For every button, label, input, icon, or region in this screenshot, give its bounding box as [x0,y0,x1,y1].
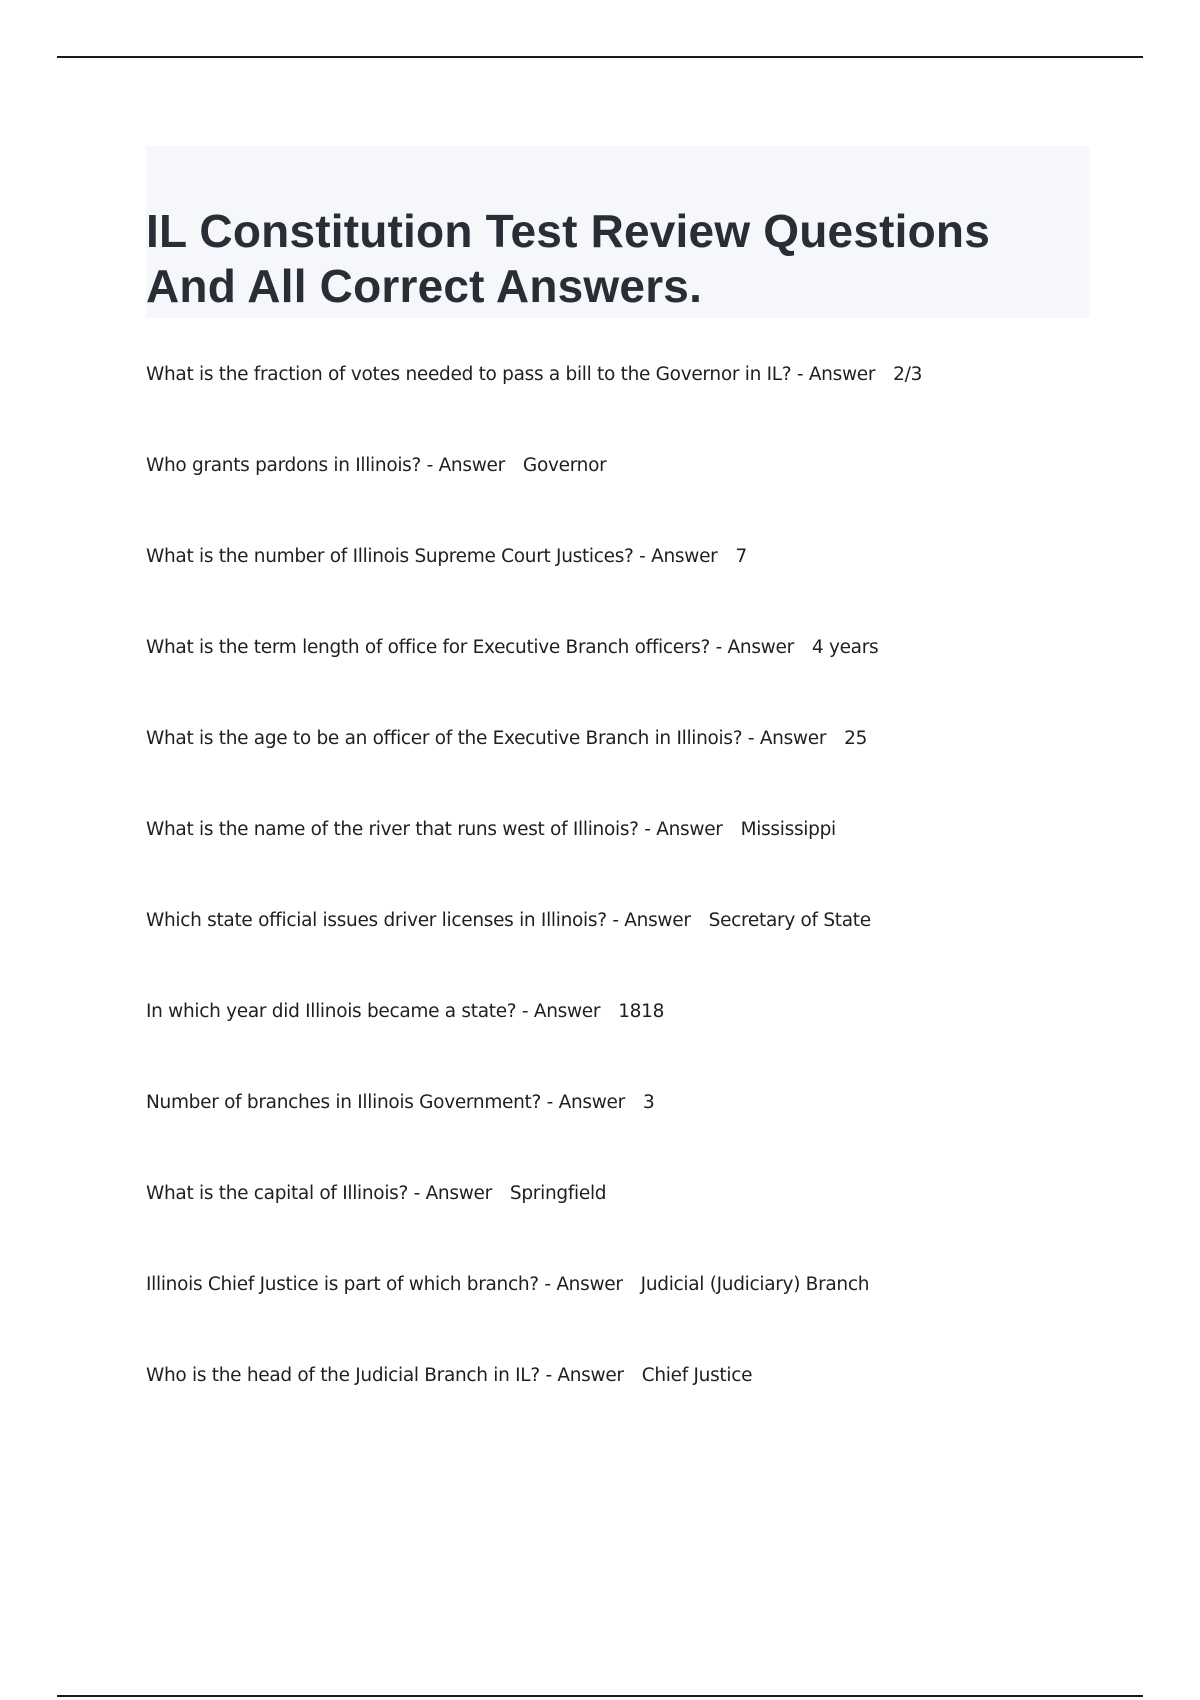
qa-item [146,1088,1090,1179]
answer-marker: - Answer [426,455,505,476]
qa-item [146,997,1090,1088]
answer-marker: - Answer [546,1092,625,1113]
answer-marker: - Answer [545,1365,624,1386]
question-text: What is the age to be an officer of the Executive Branch in Illinois? [146,728,743,749]
question-text: Who grants pardons in Illinois? [146,455,422,476]
document-title: IL Constitution Test Review Questions And All Correct Answers. [146,205,991,312]
qa-list [146,360,1090,1452]
qa-item [146,1179,1090,1270]
qa-item [146,633,1090,724]
question-text: Illinois Chief Justice is part of which branch? [146,1274,539,1295]
question-text: What is the number of Illinois Supreme Court Justices? [146,546,634,567]
answer-marker: - Answer [715,637,794,658]
answer-text: 25 [844,728,868,749]
answer-marker: - Answer [612,910,691,931]
answer-text: Governor [522,455,607,476]
answer-marker: - Answer [521,1001,601,1022]
qa-item [146,542,1090,633]
qa-item [146,724,1090,815]
answer-text: 1818 [618,1001,665,1022]
question-text: In which year did Illinois became a state? [146,1001,517,1022]
answer-marker: - Answer [644,819,723,840]
qa-item [146,451,1090,542]
question-text: Number of branches in Illinois Government? [146,1092,542,1113]
answer-text: 7 [735,546,747,567]
answer-marker: - Answer [796,364,876,385]
question-text: Which state official issues driver licenses in Illinois? [146,910,607,931]
bottom-rule [57,1695,1143,1697]
question-text: Who is the head of the Judicial Branch in IL? [146,1365,540,1386]
answer-text: Secretary of State [708,910,871,931]
answer-marker: - Answer [747,728,827,749]
answer-marker: - Answer [639,546,718,567]
question-text: What is the term length of office for Executive Branch officers? [146,637,710,658]
question-text: What is the capital of Illinois? [146,1183,409,1204]
qa-item [146,1270,1090,1361]
answer-text: 2/3 [893,364,923,385]
answer-text: 3 [642,1092,655,1113]
qa-item [146,360,1090,451]
answer-text: Judicial (Judiciary) Branch [640,1274,870,1295]
answer-marker: - Answer [544,1274,623,1295]
answer-text: Mississippi [740,819,836,840]
question-text: What is the fraction of votes needed to pass a bill to the Governor in IL? [146,364,792,385]
question-text: What is the name of the river that runs west of Illinois? [146,819,639,840]
answer-text: 4 years [811,637,879,658]
qa-item [146,906,1090,997]
answer-text: Springfield [509,1183,607,1204]
qa-item [146,815,1090,906]
answer-text: Chief Justice [641,1365,753,1386]
answer-marker: - Answer [413,1183,492,1204]
qa-item [146,1361,1090,1452]
top-rule [57,56,1143,58]
